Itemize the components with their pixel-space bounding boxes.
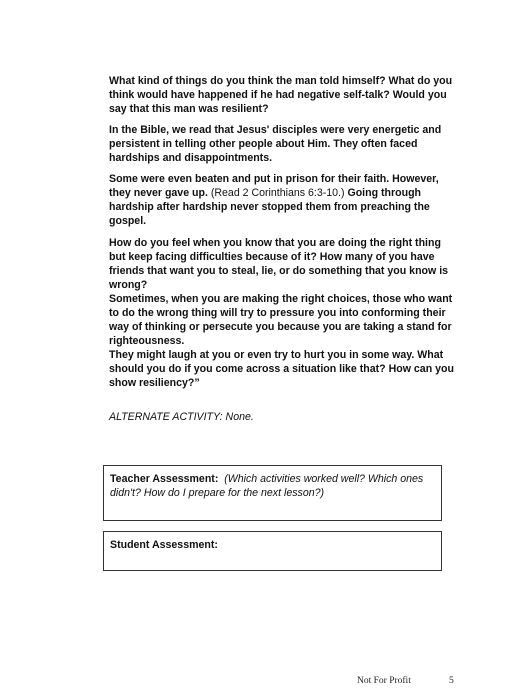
- footer-text: Not For Profit: [357, 676, 411, 686]
- page-number: 5: [449, 676, 454, 686]
- paragraph-5: Sometimes, when you are making the right choices, those who want to do the wrong thing will try to pressure you into conforming their way of thinking or persecute you because you are taking a stand for righteousness.: [109, 293, 453, 347]
- paragraph-3: [109, 172, 454, 228]
- teacher-assessment-box: [103, 465, 442, 521]
- student-assessment-label: Student Assessment:: [110, 539, 218, 551]
- paragraph-4: How do you feel when you know that you are doing the right thing but keep facing difficulties because of it? How many of you have friends that want you to steal, lie, or do something that you know is wrong?: [109, 237, 449, 291]
- paragraph-3-part-a: Some were even beaten and put in prison for their faith. However, they never gave up.: [109, 173, 439, 199]
- paragraph-2: In the Bible, we read that Jesus' disciples were very energetic and persistent in telling other people about Him. They often faced hardships and disappointments.: [109, 124, 442, 164]
- student-assessment-box: [103, 531, 442, 571]
- alternate-activity: ALTERNATE ACTIVITY: None.: [109, 411, 254, 423]
- teacher-assessment-note: (Which activities worked well? Which ones didn't? How do I prepare for the next lesson?): [110, 473, 424, 499]
- paragraph-6: They might laugh at you or even try to hurt you in some way. What should you do if you come across a situation like that? How can you show resiliency?”: [109, 349, 454, 389]
- paragraph-1: What kind of things do you think the man told himself? What do you think would have happened if he had negative self-talk? Would you say that this man was resilient?: [109, 75, 453, 115]
- scripture-reference: (Read 2 Corinthians 6:3-10.): [210, 187, 345, 199]
- teacher-assessment-label: Teacher Assessment:: [110, 473, 219, 485]
- paragraph-3-part-b: Going through hardship after hardship never stopped them from preaching the gospel.: [109, 187, 430, 227]
